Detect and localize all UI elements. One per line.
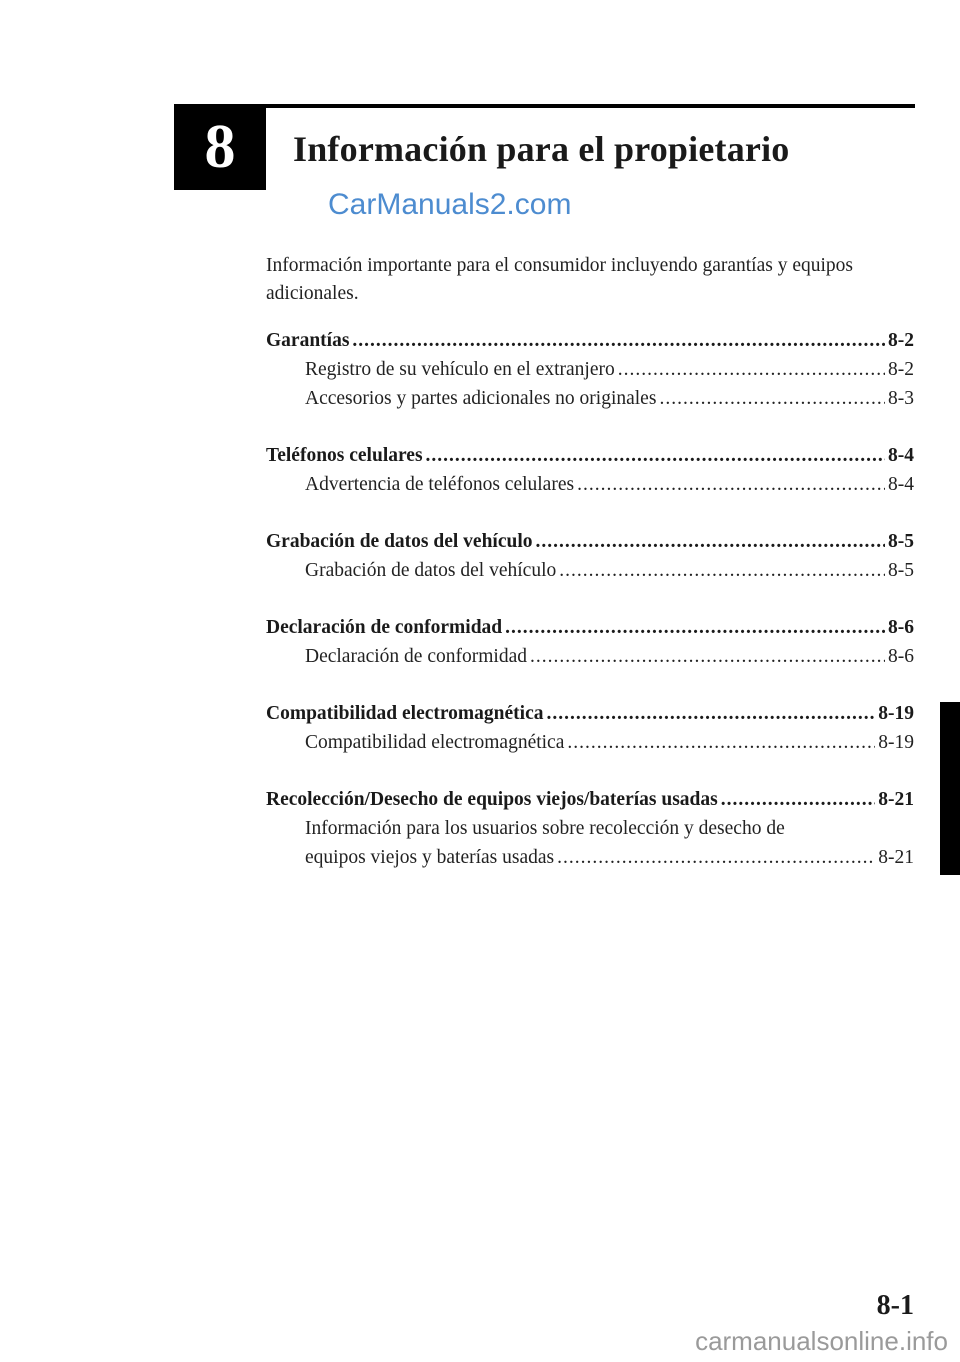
leader-dots — [547, 703, 876, 725]
toc-section — [266, 445, 914, 503]
leader-dots — [721, 789, 876, 811]
toc-entry-page: 8-21 — [878, 789, 914, 810]
toc-subentry[interactable] — [266, 732, 914, 761]
toc-subentry[interactable] — [266, 359, 914, 388]
toc-subentry-title: Declaración de conformidad — [305, 646, 527, 667]
toc-entry-page: 8-2 — [888, 330, 914, 351]
leader-dots — [618, 359, 885, 381]
toc-subentry-page: 8-5 — [888, 560, 914, 581]
leader-dots — [559, 560, 885, 582]
leader-dots — [536, 531, 885, 553]
toc-subentry-page: 8-2 — [888, 359, 914, 380]
title-rule — [266, 104, 915, 108]
toc-subentry-title: Registro de su vehículo en el extranjero — [305, 359, 615, 380]
toc-subentry-page: 8-19 — [878, 732, 914, 753]
toc-entry-page: 8-5 — [888, 531, 914, 552]
toc-entry-title: Compatibilidad electromagnética — [266, 703, 544, 724]
toc-entry[interactable] — [266, 445, 914, 474]
toc-subentry[interactable] — [266, 847, 914, 876]
toc-subentry-page: 8-21 — [878, 847, 914, 868]
toc-entry[interactable] — [266, 531, 914, 560]
toc-entry[interactable] — [266, 703, 914, 732]
toc-subentry-title: equipos viejos y baterías usadas — [305, 847, 555, 868]
toc-entry-title: Declaración de conformidad — [266, 617, 503, 638]
chapter-number-box — [174, 104, 266, 190]
toc-entry-page: 8-4 — [888, 445, 914, 466]
chapter-intro: Información importante para el consumidor incluyendo garantías y equipos adicionales. — [266, 255, 853, 304]
toc-subentry-title-line1[interactable]: Información para los usuarios sobre recolección y desecho de — [305, 818, 785, 839]
toc-subentry[interactable] — [266, 474, 914, 503]
page-number: 8-1 — [876, 1290, 914, 1321]
leader-dots — [530, 646, 885, 668]
leader-dots — [577, 474, 885, 496]
toc-subentry-title: Accesorios y partes adicionales no originales — [305, 388, 657, 409]
toc-section — [266, 330, 914, 417]
leader-dots — [352, 330, 885, 352]
chapter-number: 8 — [204, 112, 236, 181]
toc-subentry-page: 8-6 — [888, 646, 914, 667]
toc-section — [266, 703, 914, 761]
toc-section — [266, 617, 914, 675]
toc-entry[interactable] — [266, 617, 914, 646]
toc-entry-title: Garantías — [266, 330, 350, 351]
leader-dots — [659, 388, 885, 410]
toc-section — [266, 531, 914, 589]
toc-subentry[interactable] — [266, 646, 914, 675]
table-of-contents — [266, 330, 914, 904]
toc-subentry-title: Advertencia de teléfonos celulares — [305, 474, 575, 495]
toc-subentry-page: 8-3 — [888, 388, 914, 409]
toc-entry-title: Grabación de datos del vehículo — [266, 531, 533, 552]
watermark-top: CarManuals2.com — [328, 188, 572, 221]
toc-entry-page: 8-6 — [888, 617, 914, 638]
toc-subentry[interactable] — [266, 388, 914, 417]
leader-dots — [505, 617, 885, 639]
toc-entry-page: 8-19 — [878, 703, 914, 724]
toc-subentry[interactable] — [266, 560, 914, 589]
toc-subentry-title: Grabación de datos del vehículo — [305, 560, 557, 581]
toc-section — [266, 789, 914, 876]
toc-subentry-page: 8-4 — [888, 474, 914, 495]
toc-entry-title: Recolección/Desecho de equipos viejos/baterías usadas — [266, 789, 718, 810]
toc-subentry-title: Compatibilidad electromagnética — [305, 732, 565, 753]
leader-dots — [426, 445, 885, 467]
toc-entry[interactable] — [266, 789, 914, 818]
leader-dots — [567, 732, 875, 754]
toc-entry[interactable] — [266, 330, 914, 359]
chapter-title: Información para el propietario — [293, 129, 790, 169]
watermark-footer: carmanualsonline.info — [695, 1326, 948, 1356]
toc-entry-title: Teléfonos celulares — [266, 445, 423, 466]
chapter-side-tab — [940, 702, 960, 875]
leader-dots — [557, 847, 875, 869]
